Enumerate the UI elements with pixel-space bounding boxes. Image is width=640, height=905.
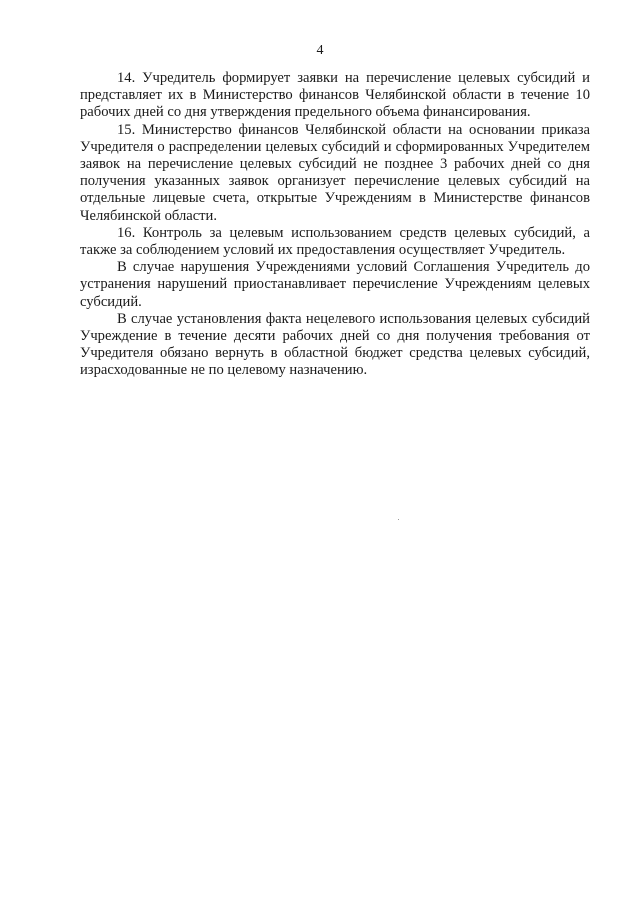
scan-speck	[398, 519, 399, 520]
paragraph-15: 15. Министерство финансов Челябинской области на основании приказа Учредителя о распределении целевых субсидий и сформированных Учредителем заявок на перечисление целевых субсидий не позднее 3 рабочих дней со дня получения указанных заявок организует перечисление целевых субсидий на отдельные лицевые счета, открытые Учреждениям в Министерстве финансов Челябинской области.	[80, 121, 590, 224]
paragraph-14: 14. Учредитель формирует заявки на перечисление целевых субсидий и представляет их в Министерство финансов Челябинской области в течение 10 рабочих дней со дня утверждения предельного объема финансирования.	[80, 70, 590, 121]
paragraph-violation: В случае нарушения Учреждениями условий Соглашения Учредитель до устранения нарушений приостанавливает перечисление Учреждениям целевых субсидий.	[80, 259, 590, 310]
paragraph-misuse: В случае установления факта нецелевого использования целевых субсидий Учреждение в течение десяти рабочих дней со дня получения требования от Учредителя обязано вернуть в областной бюджет средства целевых субсидий, израсходованные не по целевому назначению.	[80, 310, 590, 379]
paragraph-16: 16. Контроль за целевым использованием средств целевых субсидий, а также за соблюдением условий их предоставления осуществляет Учредитель.	[80, 224, 590, 259]
document-body	[80, 70, 590, 380]
page-number: 4	[316, 43, 324, 58]
